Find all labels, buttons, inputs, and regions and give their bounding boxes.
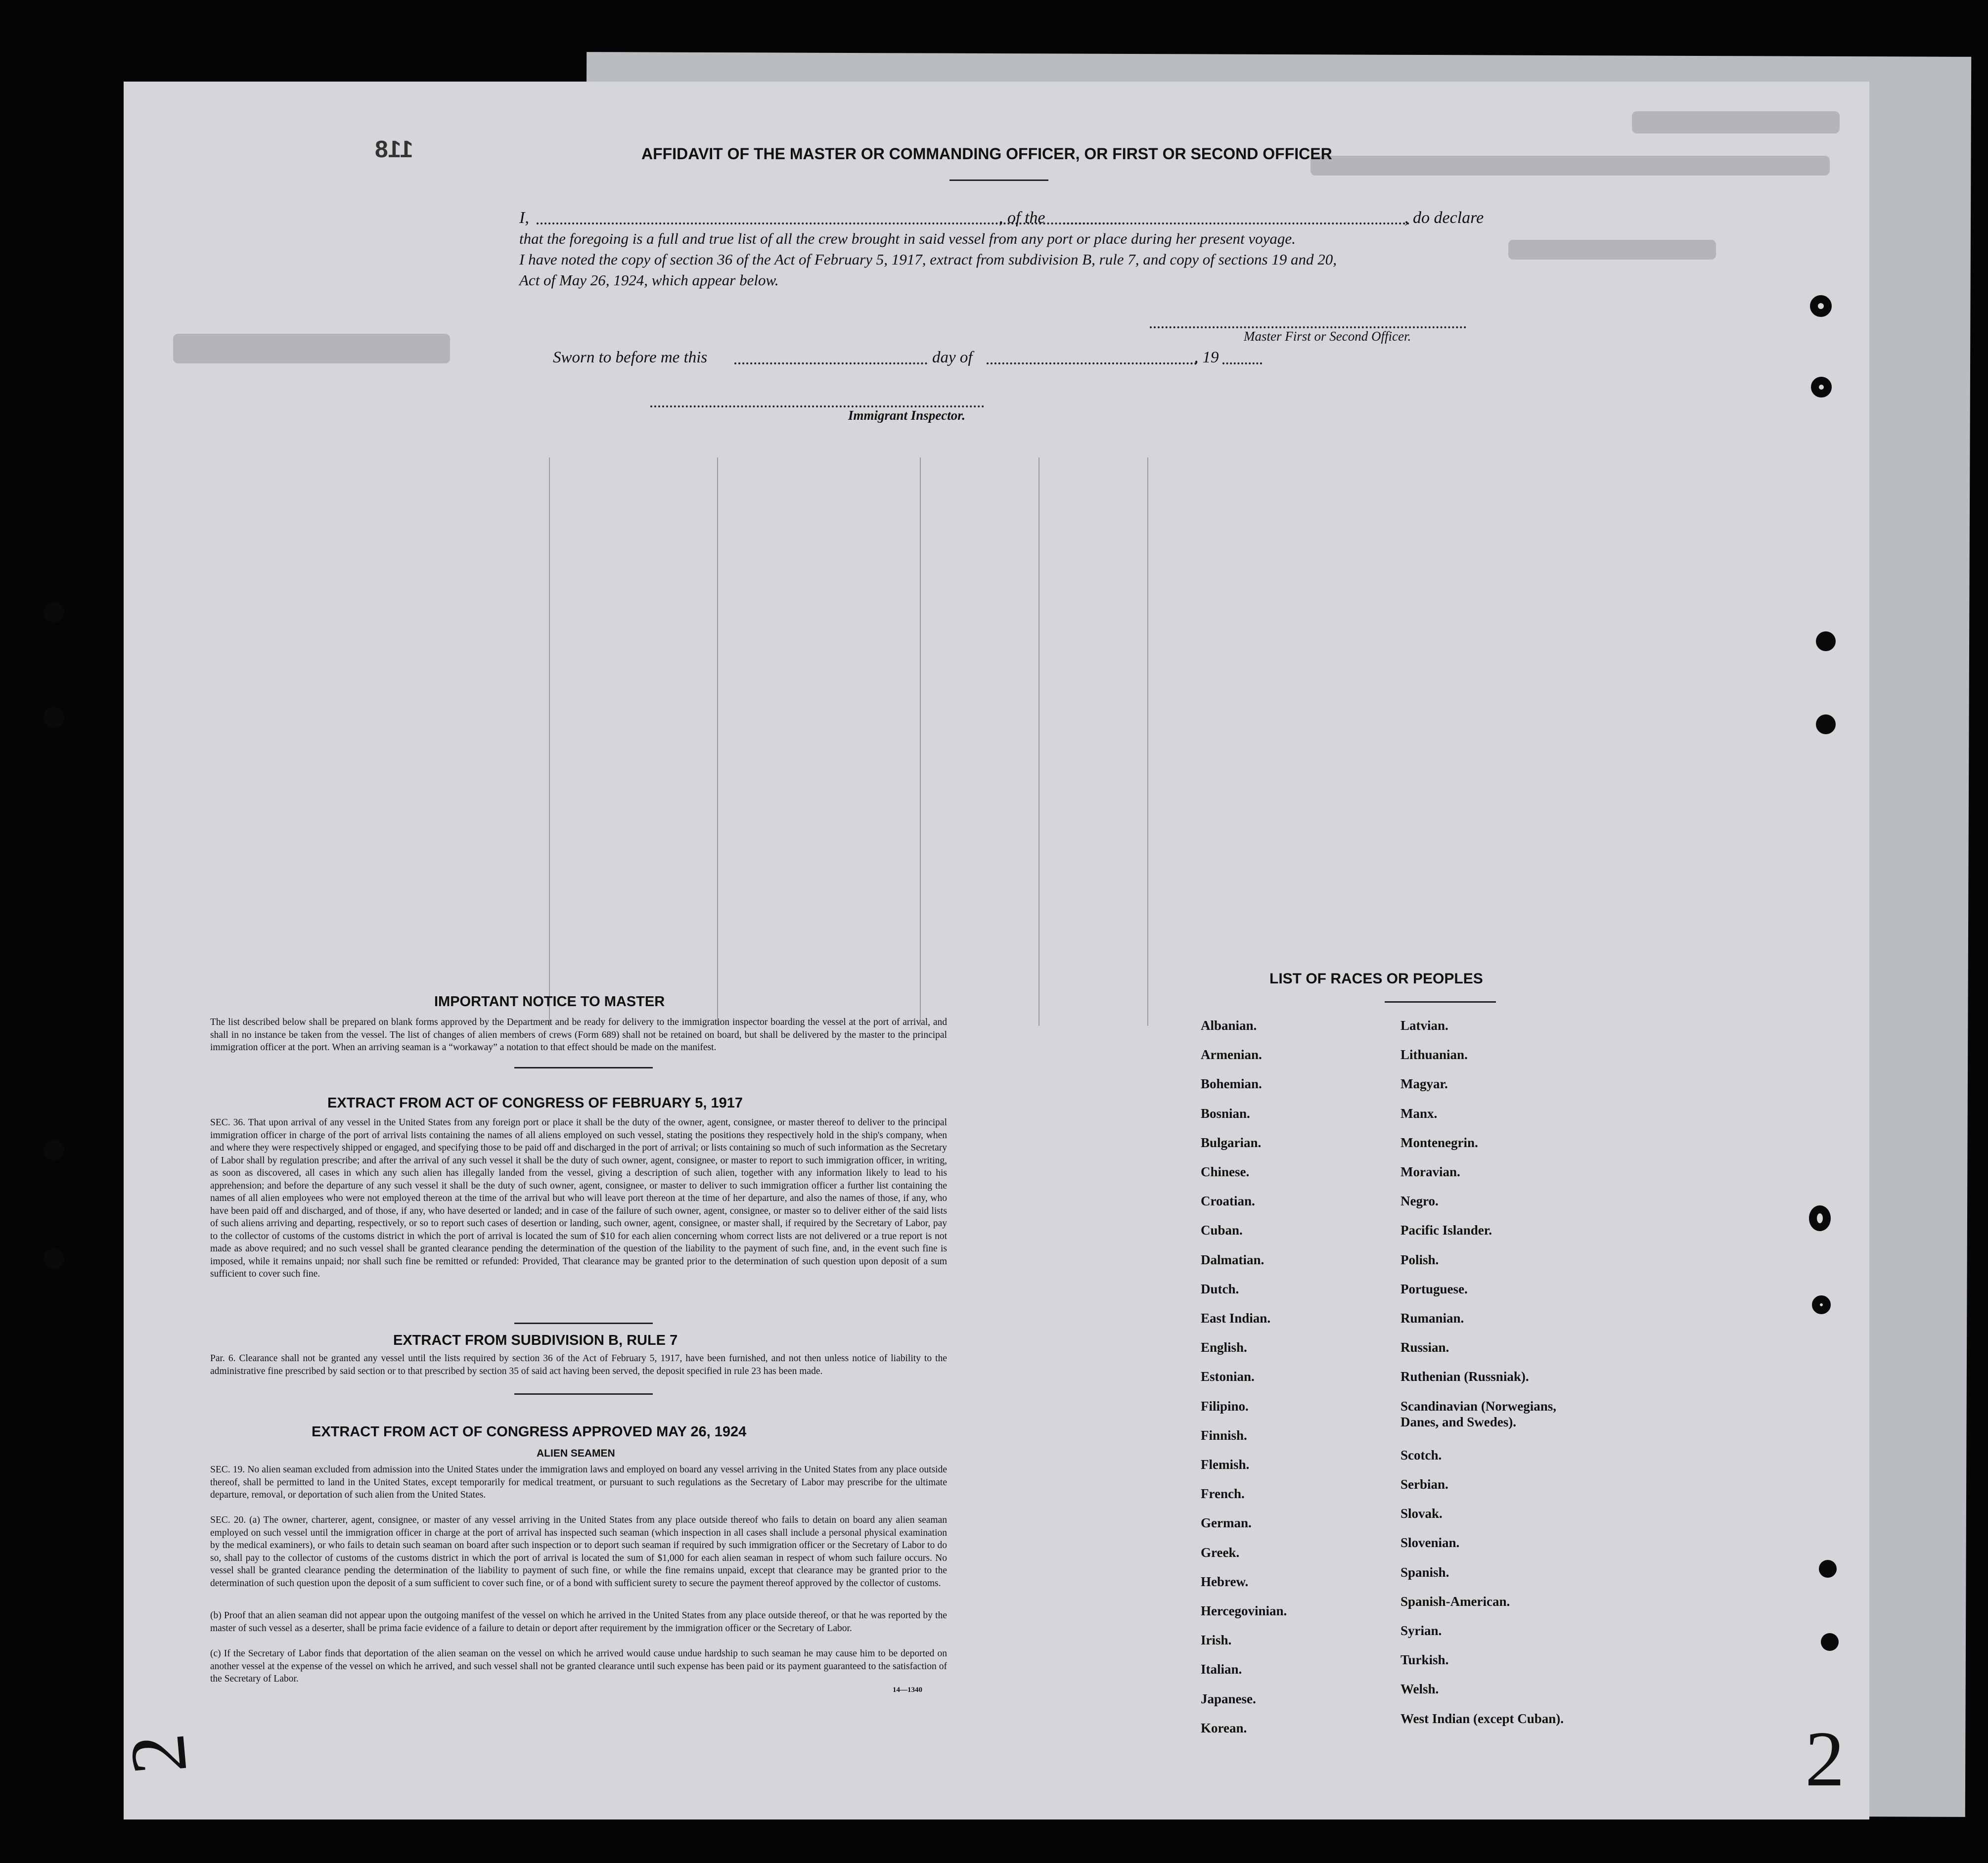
punch-hole xyxy=(1819,1560,1837,1578)
bleed-through-mark xyxy=(1508,240,1716,260)
section-rule xyxy=(514,1393,653,1395)
column-line xyxy=(1147,457,1148,1026)
race-entry: Montenegrin. xyxy=(1401,1135,1478,1150)
races-title-rule xyxy=(1385,1001,1496,1003)
punch-hole-ring xyxy=(1811,377,1832,398)
punch-hole-ring xyxy=(1809,1205,1831,1231)
extract-1924-title: EXTRACT FROM ACT OF CONGRESS APPROVED MAY 26, 1924 xyxy=(312,1424,747,1440)
race-entry: Filipino. xyxy=(1201,1398,1249,1414)
affidavit-line-2: that the foregoing is a full and true list of all the crew brought in said vessel from any port or place during her present voyage. xyxy=(519,230,1296,247)
race-entry: Cuban. xyxy=(1201,1223,1243,1238)
race-entry: Chinese. xyxy=(1201,1164,1250,1179)
race-entry: Dalmatian. xyxy=(1201,1252,1265,1267)
handwritten-mark-right: 2 xyxy=(1805,1715,1845,1803)
race-entry: Armenian. xyxy=(1201,1047,1262,1063)
race-entry: English. xyxy=(1201,1340,1247,1355)
punch-hole-ring xyxy=(1810,295,1832,317)
rule7-text: Par. 6. Clearance shall not be granted any vessel until the lists required by section 36 of the Act of February 5, 1917, have been furnished, and not then unless notice of liability to the administrative fine prescribed by said section or to that prescribed by section 35 of said act having been served, the deposit specified in rule 23 has been made. xyxy=(210,1353,947,1376)
race-entry: Dutch. xyxy=(1201,1281,1239,1296)
punch-hole xyxy=(1816,631,1836,651)
binding-hole xyxy=(44,602,64,622)
race-entry: Greek. xyxy=(1201,1545,1240,1560)
race-entry: Russian. xyxy=(1401,1340,1449,1355)
affidavit-line-3: I have noted the copy of section 36 of the Act of February 5, 1917, extract from subdivision B, rule 7, and copy of sections 19 and 20, xyxy=(519,251,1337,268)
race-entry: Scotch. xyxy=(1401,1447,1442,1463)
column-line xyxy=(549,457,550,1026)
bleed-through-mark xyxy=(173,334,450,363)
race-entry: Spanish-American. xyxy=(1401,1594,1510,1609)
race-entry: Italian. xyxy=(1201,1662,1242,1677)
race-entry: Scandinavian (Norwegians, Danes, and Swedes). xyxy=(1401,1398,1557,1429)
alien-seamen-subtitle: ALIEN SEAMEN xyxy=(537,1448,615,1459)
affidavit-declare-label: , do declare xyxy=(1404,209,1484,227)
race-entry: Ruthenian (Russniak). xyxy=(1401,1369,1529,1384)
affidavit-i-label: I, xyxy=(519,209,529,227)
bleed-through-mark xyxy=(1310,156,1830,176)
race-entry: Magyar. xyxy=(1401,1076,1448,1092)
race-entry: Turkish. xyxy=(1401,1652,1449,1668)
extract-1917-title: EXTRACT FROM ACT OF CONGRESS OF FEBRUARY 5, 1917 xyxy=(327,1095,743,1111)
sec20b-text: (b) Proof that an alien seaman did not appear upon the outgoing manifest of the vessel on which he arrived in the United States from any place outside thereof, or that he was reported by the master of such vessel as a deserter, shall be prima facie evidence of a failure to detain or deport after requirement by the immigration officer or the Secretary of Labor. xyxy=(210,1610,947,1634)
day-of-label: day of xyxy=(932,349,973,366)
inspector-signature-line xyxy=(650,405,984,407)
document-number: 118 xyxy=(375,136,413,163)
sec19-text: SEC. 19. No alien seaman excluded from admission into the United States under the immigration laws and employed on board any vessel arriving in the United States from any place outside thereof, shall be permitted to land in the United States, except temporarily for medical treatment, or pursuant to such regulations as the Secretary of Labor may prescribe for the ultimate departure, removal, or deportation of such alien from the United States. xyxy=(210,1464,947,1500)
master-signature-label: Master First or Second Officer. xyxy=(1244,329,1411,344)
punch-hole xyxy=(1816,714,1836,734)
race-entry: Polish. xyxy=(1401,1252,1439,1267)
notice-text: The list described below shall be prepared on blank forms approved by the Department and be ready for delivery to the immigration inspector boarding the vessel at the port of arrival, and shall in no instance be taken from the vessel. The list of changes of alien members of crews (Form 689) shall not be retained on board, but shall be delivered by the master to the principal immigration officer at the port. When an arriving seaman is a “workaway” a notation to that effect should be made on the manifest. xyxy=(210,1017,947,1053)
race-entry: Hebrew. xyxy=(1201,1574,1249,1589)
punch-hole xyxy=(1821,1633,1839,1651)
race-entry: Rumanian. xyxy=(1401,1311,1464,1326)
race-entry: Slovenian. xyxy=(1401,1535,1460,1551)
race-entry: Estonian. xyxy=(1201,1369,1255,1384)
race-entry: Moravian. xyxy=(1401,1164,1460,1179)
vessel-blank-line xyxy=(1063,222,1409,224)
affidavit-title: AFFIDAVIT OF THE MASTER OR COMMANDING OFFICER, OR FIRST OR SECOND OFFICER xyxy=(641,145,1332,163)
extract-1917-text: SEC. 36. That upon arrival of any vessel in the United States from any foreign port or place it shall be the duty of the owner, agent, consignee, or master thereof to deliver to the principal immigration officer in charge of the port of arrival lists containing the names of all aliens employed on such vessel, stating the positions they respectively hold in the ship's company, when and where they were respectively shipped or engaged, and specifying those to be paid off and discharged in the port of arrival; or lists containing so much of such information as the Secretary of Labor shall by regulation prescribe; and after the arrival of any such vessel it shall be the duty of such owner, agent, consignee, or master to report to such immigration officer, in writing, as soon as discovered, all cases in which any such alien has illegally landed from the vessel, giving a description of such alien, together with any information likely to lead to his apprehension; and before the departure of any such vessel it shall be the duty of such owner, agent, consignee, or master to deliver to such immigration officer a further list containing the names of all alien employees who were not employed thereon at the time of the arrival but who will leave port thereon at the time of her departure, and also the names of those, if any, who have been paid off and discharged, and of those, if any, who have deserted or landed; and in case of the failure of such owner, agent, consignee, or master so to deliver either of the said lists of such aliens arriving and departing, respectively, or so to report such cases of desertion or landing, such owner, agent, consignee, or master shall, if required by the Secretary of Labor, pay to the collector of customs of the customs district in which the port of arrival is located the sum of $10 for each alien concerning whom correct lists are not delivered or a true report is not made as above required; and no such vessel shall be granted clearance pending the determination of the question of the liability to the payment of such fine, and, in the event such fine is imposed, while it remains unpaid; nor shall such fine be remitted or refunded: Provided, That clearance may be granted prior to the determination of such question upon deposit of a sum sufficient to cover such fine. xyxy=(210,1117,947,1279)
year-label: , 19 xyxy=(1194,349,1219,366)
binding-hole xyxy=(44,1248,64,1269)
handwritten-mark-left: 2 xyxy=(112,1730,204,1778)
race-entry: Flemish. xyxy=(1201,1457,1250,1472)
sworn-label: Sworn to before me this xyxy=(553,349,708,366)
race-entry: Bohemian. xyxy=(1201,1076,1262,1092)
inspector-label: Immigrant Inspector. xyxy=(848,408,966,423)
race-entry: Negro. xyxy=(1401,1194,1439,1209)
race-entry: Spanish. xyxy=(1401,1564,1449,1580)
race-entry: Manx. xyxy=(1401,1106,1438,1121)
race-entry: Korean. xyxy=(1201,1720,1247,1735)
race-entry: Portuguese. xyxy=(1401,1281,1468,1296)
race-entry: Albanian. xyxy=(1201,1018,1257,1033)
column-line xyxy=(920,457,921,1026)
race-entry: Syrian. xyxy=(1401,1623,1442,1638)
binding-hole xyxy=(44,1140,64,1160)
races-title: LIST OF RACES OR PEOPLES xyxy=(1269,971,1483,987)
race-entry: Bulgarian. xyxy=(1201,1135,1262,1150)
month-line xyxy=(987,362,1197,364)
section-rule xyxy=(514,1323,653,1324)
race-entry: Japanese. xyxy=(1201,1691,1256,1706)
manifest-page xyxy=(112,82,1869,1819)
race-entry: French. xyxy=(1201,1486,1245,1502)
affidavit-of-the-label: , of the xyxy=(999,209,1045,227)
punch-hole-ring xyxy=(1812,1295,1831,1314)
race-entry: Welsh. xyxy=(1401,1682,1439,1697)
sec20c-text: (c) If the Secretary of Labor finds that deportation of the alien seaman on the vessel on which he arrived would cause undue hardship to such seaman he may cause him to be deported on another vessel at the expense of the vessel on which he arrived, and such vessel shall not be granted clearance until such expense has been paid or its payment guaranteed to the satisfaction of the Secretary of Labor. xyxy=(210,1648,947,1684)
race-entry: Croatian. xyxy=(1201,1194,1255,1209)
year-line xyxy=(1222,362,1262,364)
race-entry: Lithuanian. xyxy=(1401,1047,1468,1063)
race-entry: Hercegovinian. xyxy=(1201,1603,1287,1618)
race-entry: Pacific Islander. xyxy=(1401,1223,1492,1238)
form-number: 14—1340 xyxy=(893,1686,922,1694)
binding-hole xyxy=(44,707,64,728)
race-entry: Irish. xyxy=(1201,1633,1232,1648)
bleed-through-mark xyxy=(1632,111,1840,133)
race-entry: East Indian. xyxy=(1201,1311,1271,1326)
race-entry: Bosnian. xyxy=(1201,1106,1250,1121)
rule7-title: EXTRACT FROM SUBDIVISION B, RULE 7 xyxy=(393,1332,678,1348)
affidavit-line-4: Act of May 26, 1924, which appear below. xyxy=(519,271,779,289)
race-entry: Serbian. xyxy=(1401,1477,1448,1492)
race-entry: Finnish. xyxy=(1201,1427,1247,1443)
race-entry: West Indian (except Cuban). xyxy=(1401,1711,1564,1726)
sworn-date-line xyxy=(734,362,927,364)
notice-title: IMPORTANT NOTICE TO MASTER xyxy=(434,994,665,1010)
race-entry: Slovak. xyxy=(1401,1506,1443,1521)
title-rule xyxy=(949,179,1048,181)
race-entry: German. xyxy=(1201,1515,1252,1531)
race-entry: Latvian. xyxy=(1401,1018,1448,1033)
column-line xyxy=(717,457,718,1026)
section-rule xyxy=(514,1067,653,1068)
master-signature-line xyxy=(1150,326,1466,328)
sec20a-text: SEC. 20. (a) The owner, charterer, agent, consignee, or master of any vessel arriving in the United States from any place outside thereof who fails to detain on board any alien seaman employed on such vessel until the immigration officer in charge at the port of arrival has inspected such seaman (which inspection in all cases shall include a personal physical examination by the medical examiners), or who fails to detain such seaman on board after such inspection or to deport such seaman if required by such immigration officer or the Secretary of Labor to do so, shall pay to the collector of customs of the customs district in which the port of arrival is located the sum of $1,000 for each alien seaman in respect of whom such failure occurs. No vessel shall be granted clearance pending the determination of the liability to payment of such fine, or while the fine remains unpaid, except that clearance may be granted prior to the determination of such question upon the deposit of a sum sufficient to cover such fine, or of a bond with sufficient surety to secure the payment thereof approved by the collector of customs. xyxy=(210,1515,947,1589)
